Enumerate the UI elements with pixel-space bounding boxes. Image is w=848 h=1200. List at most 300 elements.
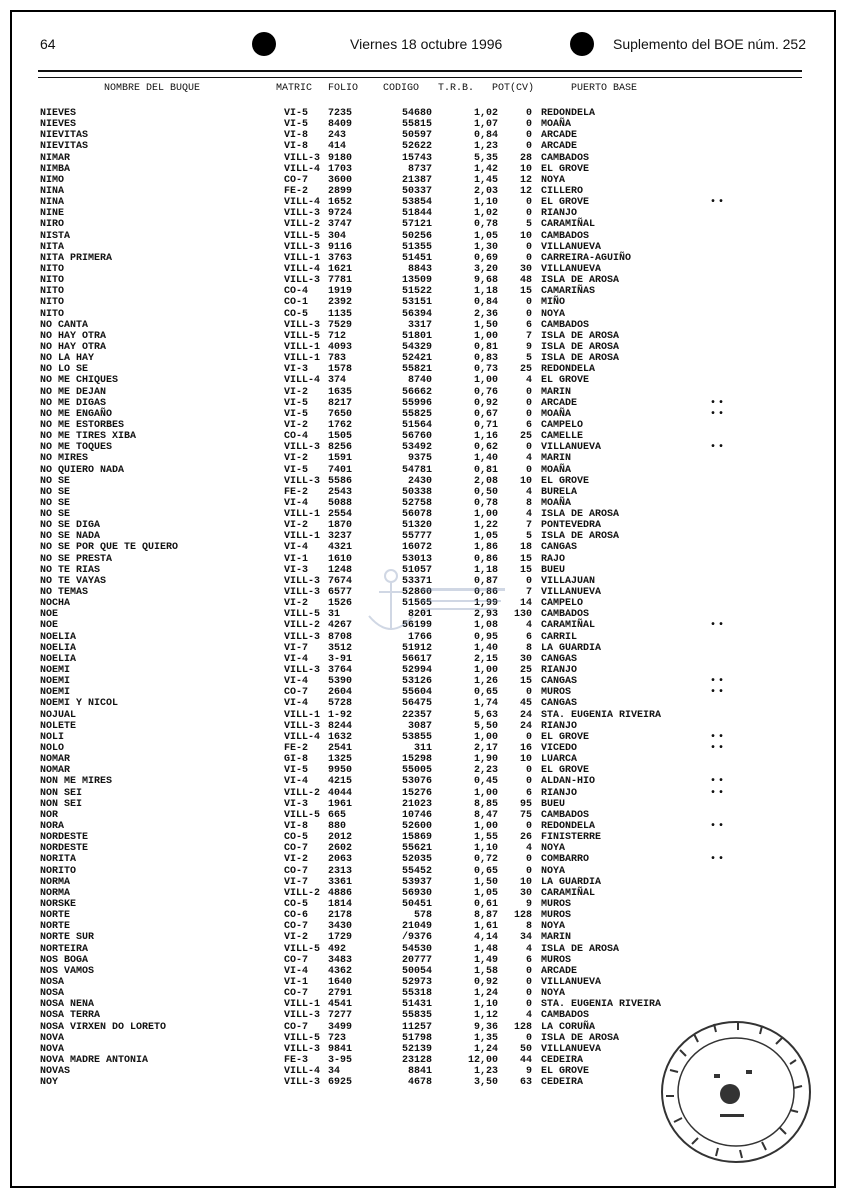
vessel-name: NO ME DIGAS xyxy=(40,397,107,409)
codigo: 56199 xyxy=(401,620,432,632)
matricula: VILL-3 xyxy=(284,208,321,220)
col-header-codigo: CODIGO xyxy=(383,83,420,94)
folio: 2392 xyxy=(328,297,353,309)
puerto-base: ARCADE xyxy=(541,965,578,977)
puerto-base: ISLA DE AROSA xyxy=(541,275,620,287)
matricula: VILL-1 xyxy=(284,509,321,521)
codigo: 578 xyxy=(413,910,432,922)
matricula: VILL-2 xyxy=(284,787,321,799)
folio: 5088 xyxy=(328,497,353,509)
trb: 1,12 xyxy=(473,1010,498,1022)
matricula: VI-5 xyxy=(284,108,309,119)
codigo: 55825 xyxy=(401,408,432,420)
trb: 1,00 xyxy=(473,731,498,743)
vessel-name: NO CANTA xyxy=(40,319,89,331)
trb: 0,95 xyxy=(473,631,498,643)
potencia: 63 xyxy=(519,1077,532,1089)
potencia: 9 xyxy=(525,1066,532,1078)
folio: 2899 xyxy=(328,185,353,197)
vessel-name: NORDESTE xyxy=(40,832,89,844)
folio: 6577 xyxy=(328,587,353,599)
puerto-base: COMBARRO xyxy=(541,854,590,866)
vessel-name: NO ME CHIQUES xyxy=(40,375,119,387)
trb: 1,22 xyxy=(473,520,498,532)
puerto-base: BUEU xyxy=(541,798,566,810)
puerto-base: CAMBADOS xyxy=(541,1010,590,1022)
puerto-base: ALDAN-HIO xyxy=(541,776,596,788)
vessel-name: NO TEMAS xyxy=(40,587,89,599)
folio: 1578 xyxy=(328,364,353,376)
codigo: 53371 xyxy=(401,575,432,587)
matricula: CO-7 xyxy=(284,843,309,855)
potencia: 0 xyxy=(525,197,532,209)
puerto-base: ISLA DE AROSA xyxy=(541,531,620,543)
codigo: 55604 xyxy=(401,687,432,699)
folio: 1762 xyxy=(328,419,353,431)
potencia: 0 xyxy=(525,119,532,131)
potencia: 16 xyxy=(519,743,532,755)
folio: 2791 xyxy=(328,988,353,1000)
folio: 8244 xyxy=(328,720,353,732)
trb: 1,10 xyxy=(473,197,498,209)
potencia: 10 xyxy=(519,754,532,766)
puerto-base: CANGAS xyxy=(541,698,578,710)
punch-hole-mark xyxy=(570,32,594,56)
trb: 1,55 xyxy=(473,832,498,844)
potencia: 10 xyxy=(519,475,532,487)
matricula: VILL-2 xyxy=(284,219,321,231)
potencia: 15 xyxy=(519,286,532,298)
vessel-name: NOLI xyxy=(40,731,65,743)
trb: 1,18 xyxy=(473,564,498,576)
folio: 8256 xyxy=(328,442,353,454)
folio: 712 xyxy=(328,330,347,342)
puerto-base: NOYA xyxy=(541,865,566,877)
matricula: CO-7 xyxy=(284,687,309,699)
folio: 1729 xyxy=(328,932,353,944)
table-row xyxy=(0,888,848,899)
potencia: 0 xyxy=(525,208,532,220)
puerto-base: CANGAS xyxy=(541,542,578,554)
matricula: VILL-4 xyxy=(284,197,321,209)
col-header-puerto: PUERTO BASE xyxy=(571,83,638,94)
potencia: 0 xyxy=(525,687,532,699)
folio: 880 xyxy=(328,821,347,832)
potencia: 0 xyxy=(525,765,532,777)
puerto-base: CARRIL xyxy=(541,631,578,643)
folio: 1505 xyxy=(328,431,353,443)
vessel-name: NOVA xyxy=(40,1032,65,1044)
folio: 7529 xyxy=(328,319,353,331)
trb: 9,68 xyxy=(473,275,498,287)
table-row xyxy=(0,977,848,988)
table-row xyxy=(0,899,848,910)
potencia: 0 xyxy=(525,976,532,988)
trb: 0,92 xyxy=(473,397,498,409)
table-row xyxy=(0,698,848,709)
vessel-name: NO SE PRESTA xyxy=(40,553,113,565)
potencia: 24 xyxy=(519,720,532,732)
codigo: 52860 xyxy=(401,587,432,599)
puerto-base: RIANJO xyxy=(541,208,578,220)
codigo: 56662 xyxy=(401,386,432,398)
folio: 1526 xyxy=(328,598,353,610)
trb: 0,81 xyxy=(473,464,498,476)
vessel-name: NITA xyxy=(40,241,65,253)
codigo: 4678 xyxy=(407,1077,432,1089)
matricula: VILL-4 xyxy=(284,375,321,387)
table-row xyxy=(0,119,848,130)
folio: 34 xyxy=(328,1066,341,1078)
vessel-name: NORTEIRA xyxy=(40,943,89,955)
table-row xyxy=(0,520,848,531)
potencia: 5 xyxy=(525,219,532,231)
folio: 1632 xyxy=(328,731,353,743)
trb: 2,15 xyxy=(473,653,498,665)
potencia: 0 xyxy=(525,108,532,119)
folio: 1621 xyxy=(328,263,353,275)
folio: 665 xyxy=(328,809,347,821)
matricula: VI-5 xyxy=(284,408,309,420)
table-row xyxy=(0,542,848,553)
vessel-name: NOEMI Y NICOL xyxy=(40,698,119,710)
puerto-base: RIANJO xyxy=(541,787,578,799)
vessel-name: NOELIA xyxy=(40,631,77,643)
table-row xyxy=(0,409,848,420)
codigo: 51912 xyxy=(401,642,432,654)
folio: 3-95 xyxy=(328,1054,353,1066)
codigo: 51565 xyxy=(401,598,432,610)
puerto-base: ISLA DE AROSA xyxy=(541,353,620,365)
matricula: VI-2 xyxy=(284,932,309,944)
trb: 5,35 xyxy=(473,152,498,164)
table-row xyxy=(0,253,848,264)
vessel-name: NOEMI xyxy=(40,665,71,677)
table-row xyxy=(0,431,848,442)
matricula: FE-2 xyxy=(284,486,309,498)
folio: 2602 xyxy=(328,843,353,855)
trb: 1,24 xyxy=(473,1043,498,1055)
table-row xyxy=(0,944,848,955)
codigo: 53492 xyxy=(401,442,432,454)
table-row xyxy=(0,765,848,776)
codigo: 51355 xyxy=(401,241,432,253)
potencia: 0 xyxy=(525,297,532,309)
potencia: 30 xyxy=(519,263,532,275)
potencia: 8 xyxy=(525,921,532,933)
matricula: VILL-1 xyxy=(284,531,321,543)
vessel-name: NOSA xyxy=(40,976,65,988)
potencia: 95 xyxy=(519,798,532,810)
codigo: 21023 xyxy=(401,798,432,810)
matricula: VILL-3 xyxy=(284,475,321,487)
folio: 2554 xyxy=(328,509,353,521)
codigo: 51431 xyxy=(401,999,432,1011)
puerto-base: REDONDELA xyxy=(541,108,596,119)
folio: 3600 xyxy=(328,174,353,186)
folio: 3237 xyxy=(328,531,353,543)
codigo: 55835 xyxy=(401,1010,432,1022)
puerto-base: MOAÑA xyxy=(541,464,572,476)
table-row xyxy=(0,164,848,175)
codigo: 3317 xyxy=(407,319,432,331)
table-row xyxy=(0,331,848,342)
matricula: VILL-3 xyxy=(284,1043,321,1055)
puerto-base: ARCADE xyxy=(541,397,578,409)
page-header xyxy=(40,36,806,58)
trb: 0,84 xyxy=(473,130,498,142)
potencia: 14 xyxy=(519,598,532,610)
col-header-trb: T.R.B. xyxy=(438,83,475,94)
matricula: CO-7 xyxy=(284,174,309,186)
puerto-base: RAJO xyxy=(541,553,566,565)
folio: 374 xyxy=(328,375,347,387)
codigo: 53855 xyxy=(401,731,432,743)
puerto-base: MOAÑA xyxy=(541,497,572,509)
matricula: VI-2 xyxy=(284,598,309,610)
codigo: 57121 xyxy=(401,219,432,231)
potencia: 12 xyxy=(519,185,532,197)
potencia: 9 xyxy=(525,341,532,353)
matricula: VILL-1 xyxy=(284,341,321,353)
puerto-base: CAMPELO xyxy=(541,419,584,431)
potencia: 0 xyxy=(525,776,532,788)
potencia: 30 xyxy=(519,653,532,665)
trb: 5,63 xyxy=(473,709,498,721)
matricula: VI-5 xyxy=(284,464,309,476)
trb: 2,08 xyxy=(473,475,498,487)
folio: 4044 xyxy=(328,787,353,799)
trb: 1,02 xyxy=(473,208,498,220)
folio: 7650 xyxy=(328,408,353,420)
puerto-base: MUROS xyxy=(541,954,572,966)
table-row xyxy=(0,375,848,386)
trb: 1,61 xyxy=(473,921,498,933)
puerto-base: CANGAS xyxy=(541,653,578,665)
codigo: 53937 xyxy=(401,876,432,888)
potencia: 4 xyxy=(525,486,532,498)
matricula: VI-1 xyxy=(284,553,309,565)
potencia: 25 xyxy=(519,665,532,677)
trb: 0,61 xyxy=(473,898,498,910)
codigo: 8843 xyxy=(407,263,432,275)
puerto-base: MOAÑA xyxy=(541,408,572,420)
table-row xyxy=(0,153,848,164)
trb: 0,50 xyxy=(473,486,498,498)
margin-mark: •• xyxy=(710,620,727,632)
table-row xyxy=(0,687,848,698)
codigo: 13509 xyxy=(401,275,432,287)
vessel-name: NOCHA xyxy=(40,598,71,610)
puerto-base: MUROS xyxy=(541,898,572,910)
margin-mark: •• xyxy=(710,397,727,409)
puerto-base: CAMBADOS xyxy=(541,230,590,242)
col-header-matric: MATRIC xyxy=(276,83,313,94)
codigo: 52622 xyxy=(401,141,432,153)
trb: 0,69 xyxy=(473,252,498,264)
matricula: VILL-4 xyxy=(284,163,321,175)
folio: 1919 xyxy=(328,286,353,298)
table-row xyxy=(0,665,848,676)
margin-mark: •• xyxy=(710,731,727,743)
potencia: 0 xyxy=(525,575,532,587)
trb: 2,23 xyxy=(473,765,498,777)
matricula: VI-4 xyxy=(284,776,309,788)
potencia: 75 xyxy=(519,809,532,821)
trb: 0,86 xyxy=(473,553,498,565)
trb: 0,86 xyxy=(473,587,498,599)
codigo: 52421 xyxy=(401,353,432,365)
codigo: 20777 xyxy=(401,954,432,966)
codigo: 56760 xyxy=(401,431,432,443)
potencia: 9 xyxy=(525,898,532,910)
folio: 1591 xyxy=(328,453,353,465)
vessel-name: NINE xyxy=(40,208,65,220)
table-row xyxy=(0,654,848,665)
puerto-base: CARAMIÑAL xyxy=(541,620,596,632)
folio: 8217 xyxy=(328,397,353,409)
vessel-name: NOE xyxy=(40,620,59,632)
vessel-name: NOJUAL xyxy=(40,709,77,721)
potencia: 26 xyxy=(519,832,532,844)
potencia: 0 xyxy=(525,988,532,1000)
table-row xyxy=(0,799,848,810)
folio: 7277 xyxy=(328,1010,353,1022)
trb: 0,71 xyxy=(473,419,498,431)
potencia: 4 xyxy=(525,943,532,955)
codigo: 51844 xyxy=(401,208,432,220)
folio: 1961 xyxy=(328,798,353,810)
matricula: CO-7 xyxy=(284,865,309,877)
vessel-name: NOS BOGA xyxy=(40,954,89,966)
matricula: VILL-4 xyxy=(284,1066,321,1078)
folio: 4886 xyxy=(328,887,353,899)
matricula: CO-7 xyxy=(284,921,309,933)
trb: 0,87 xyxy=(473,575,498,587)
puerto-base: CILLERO xyxy=(541,185,584,197)
codigo: 50597 xyxy=(401,130,432,142)
folio: 1-92 xyxy=(328,709,353,721)
folio: 3747 xyxy=(328,219,353,231)
folio: 4362 xyxy=(328,965,353,977)
vessel-name: NOMAR xyxy=(40,754,71,766)
folio: 2063 xyxy=(328,854,353,866)
table-row xyxy=(0,509,848,520)
trb: 1,50 xyxy=(473,319,498,331)
puerto-base: EL GROVE xyxy=(541,731,590,743)
folio: 3512 xyxy=(328,642,353,654)
folio: 1248 xyxy=(328,564,353,576)
vessel-name: NON ME MIRES xyxy=(40,776,113,788)
puerto-base: EL GROVE xyxy=(541,163,590,175)
codigo: 21049 xyxy=(401,921,432,933)
puerto-base: VILLANUEVA xyxy=(541,263,602,275)
potencia: 8 xyxy=(525,642,532,654)
puerto-base: ISLA DE AROSA xyxy=(541,509,620,521)
vessel-name: NIMO xyxy=(40,174,65,186)
puerto-base: CAMBADOS xyxy=(541,809,590,821)
matricula: VI-1 xyxy=(284,976,309,988)
vessel-name: NORTE xyxy=(40,910,71,922)
puerto-base: CAMELLE xyxy=(541,431,584,443)
vessel-name: NO SE xyxy=(40,497,71,509)
puerto-base: ISLA DE AROSA xyxy=(541,943,620,955)
folio: 1814 xyxy=(328,898,353,910)
vessel-name: NIEVES xyxy=(40,108,77,119)
folio: 1635 xyxy=(328,386,353,398)
potencia: 15 xyxy=(519,553,532,565)
matricula: VILL-5 xyxy=(284,1032,321,1044)
matricula: VI-7 xyxy=(284,642,309,654)
publication-title: Suplemento del BOE núm. 252 xyxy=(612,36,806,52)
vessel-name: NISTA xyxy=(40,230,71,242)
matricula: VI-4 xyxy=(284,698,309,710)
trb: 3,50 xyxy=(473,1077,498,1089)
vessel-name: NO ME DEJAN xyxy=(40,386,107,398)
matricula: VILL-4 xyxy=(284,731,321,743)
codigo: 52600 xyxy=(401,821,432,832)
matricula: VI-5 xyxy=(284,119,309,131)
puerto-base: VILLANUEVA xyxy=(541,587,602,599)
matricula: VILL-3 xyxy=(284,587,321,599)
codigo: 56930 xyxy=(401,887,432,899)
codigo: 8201 xyxy=(407,609,432,621)
table-row xyxy=(0,108,848,119)
puerto-base: NOYA xyxy=(541,921,566,933)
codigo: 1766 xyxy=(407,631,432,643)
trb: 0,76 xyxy=(473,386,498,398)
vessel-name: NINA xyxy=(40,197,65,209)
potencia: 25 xyxy=(519,364,532,376)
matricula: VI-4 xyxy=(284,653,309,665)
codigo: 22357 xyxy=(401,709,432,721)
potencia: 0 xyxy=(525,308,532,320)
vessel-name: NINA xyxy=(40,185,65,197)
table-row xyxy=(0,297,848,308)
trb: 1,42 xyxy=(473,163,498,175)
puerto-base: PONTEVEDRA xyxy=(541,520,602,532)
puerto-base: CAMBADOS xyxy=(541,609,590,621)
folio: 2313 xyxy=(328,865,353,877)
vessel-name: NO MIRES xyxy=(40,453,89,465)
header-rule xyxy=(38,70,802,72)
vessel-name: NOVA MADRE ANTONIA xyxy=(40,1054,149,1066)
table-row xyxy=(0,420,848,431)
codigo: 53151 xyxy=(401,297,432,309)
trb: 1,00 xyxy=(473,509,498,521)
table-row xyxy=(0,442,848,453)
matricula: CO-4 xyxy=(284,431,309,443)
puerto-base: MUROS xyxy=(541,910,572,922)
folio: 1640 xyxy=(328,976,353,988)
trb: 1,05 xyxy=(473,230,498,242)
folio: 2012 xyxy=(328,832,353,844)
matricula: VI-5 xyxy=(284,397,309,409)
trb: 1,40 xyxy=(473,642,498,654)
vessel-name: NOELIA xyxy=(40,653,77,665)
puerto-base: RIANJO xyxy=(541,665,578,677)
matricula: VI-2 xyxy=(284,854,309,866)
matricula: VILL-3 xyxy=(284,442,321,454)
matricula: FE-3 xyxy=(284,1054,309,1066)
codigo: 16072 xyxy=(401,542,432,554)
potencia: 7 xyxy=(525,520,532,532)
table-row xyxy=(0,743,848,754)
puerto-base: CEDEIRA xyxy=(541,1077,584,1089)
trb: 3,20 xyxy=(473,263,498,275)
folio: 243 xyxy=(328,130,347,142)
trb: 1,74 xyxy=(473,698,498,710)
